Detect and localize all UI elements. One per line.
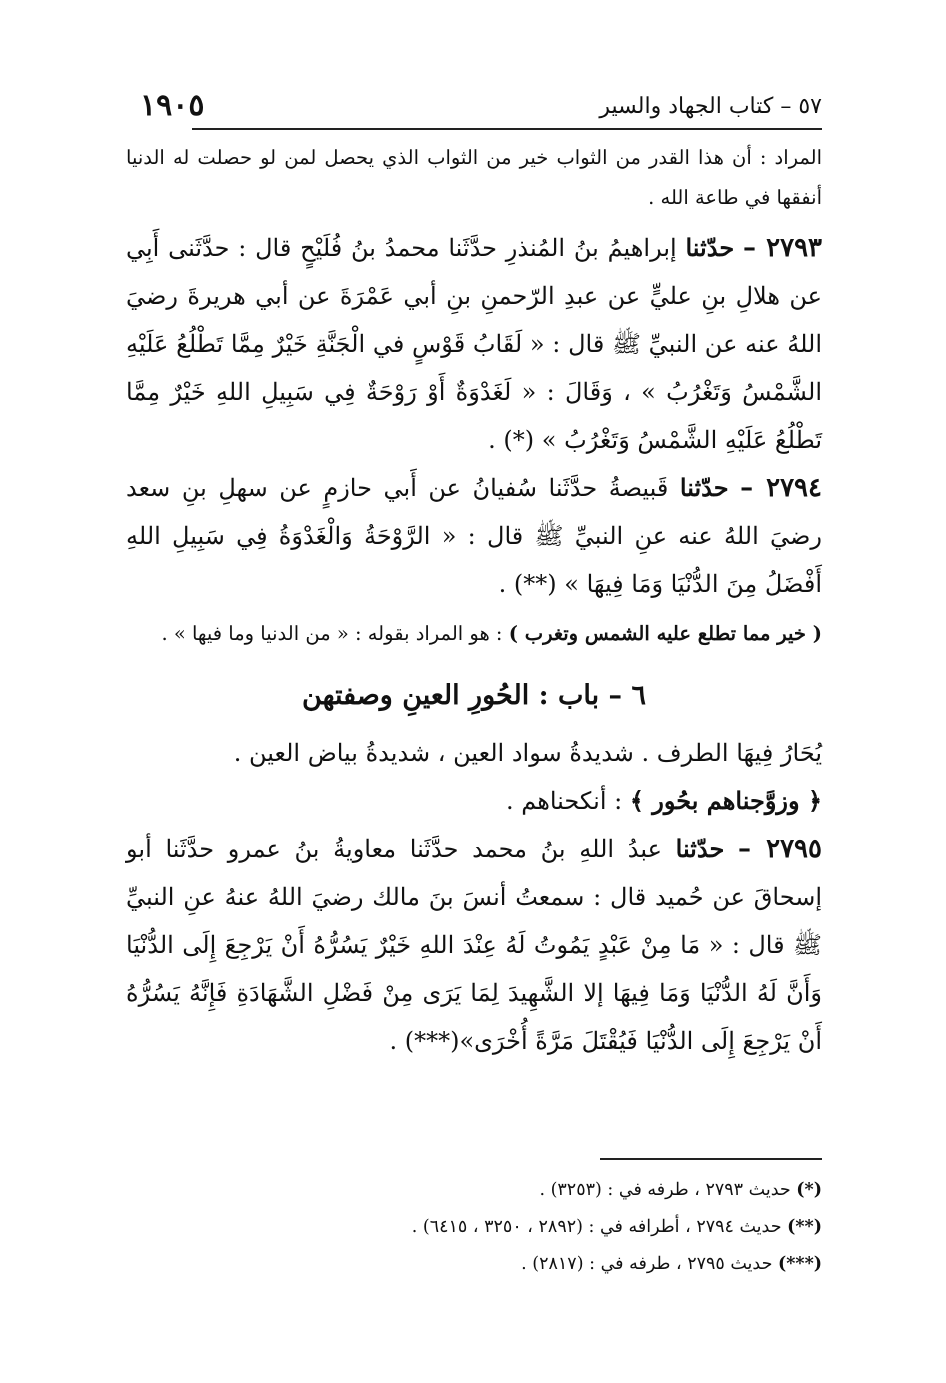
- footnote-text: حديث ٢٧٩٥ ، طرفه في : (٢٨١٧) .: [521, 1254, 778, 1274]
- footnote-rule: [600, 1158, 822, 1160]
- footnote-mark: (***): [777, 1254, 822, 1274]
- hadith-text: إبراهيمُ بنُ المُنذرِ حدَّثَنا محمدُ بنُ فُلَيْحٍ قال : حدَّثَنى أَبِي عن هلالِ بنِ عليٍّ عن عبدِ الرّحمنِ بنِ أبي عَمْرَةَ عن أبي هريرةَ رضيَ اللهُ عنه عن النبيِّ ﷺ قال : « لَقَابُ قَوْسٍ في الْجَنَّةِ خَيْرٌ مِمَّا تَطْلُعُ عَلَيْهِ الشَّمْسُ وَتَغْرُبُ » ، وَقَالَ : « لَغَدْوَةٌ أَوْ رَوْحَةٌ فِي سَبِيلِ اللهِ خَيْرٌ مِمَّا تَطْلُعُ عَلَيْهِ الشَّمْسُ وَتَغْرُبُ » (*) .: [126, 234, 823, 454]
- page-body: [126, 138, 822, 1065]
- hadith-number: ٢٧٩٥ –: [738, 834, 822, 864]
- chapter-title: ٦ – باب : الحُورِ العينِ وصفتهن: [302, 680, 646, 711]
- hadith-text: قَبيصةُ حدَّثَنا سُفيانُ عن أَبي حازمٍ عن سهلِ بنِ سعد رضيَ اللهُ عنه عنِ النبيِّ ﷺ قال : « الرَّوْحَةُ وَالْغَدْوَةُ فِي سَبِيلِ اللهِ أَفْضَلُ مِنَ الدُّنْيَا وَمَا فِيهَا » (**) .: [126, 474, 822, 598]
- footnote-text: حديث ٢٧٩٤ ، أطرافه في : (٢٨٩٢ ، ٣٢٥٠ ، ٦٤١٥) .: [411, 1217, 788, 1237]
- hadith-2795: [126, 825, 822, 1065]
- hadith-number: ٢٧٩٤ –: [740, 473, 822, 503]
- footnote: [126, 1246, 822, 1283]
- footnote: [126, 1172, 822, 1209]
- hadith-2794: [126, 464, 822, 608]
- chapter-gloss: [126, 729, 822, 825]
- hadith-text: عبدُ اللهِ بنُ محمد حدَّثَنا معاويةُ بنُ عمرو حدَّثَنا أبو إسحاقَ عن حُميد قال : سمعتُ أنسَ بنَ مالك رضيَ اللهُ عنهُ عنِ النبيِّ ﷺ قال : « مَا مِنْ عَبْدٍ يَمُوتُ لَهُ عِنْدَ اللهِ خَيْرٌ يَسُرُّهُ أَنْ يَرْجِعَ إِلَى الدُّنْيَا وَأَنَّ لَهُ الدُّنْيَا وَمَا فِيهَا إلا الشَّهِيدَ لِمَا يَرَى مِنْ فَضْلِ الشَّهَادَةِ فَإِنَّهُ يَسُرُّهُ أَنْ يَرْجِعَ إِلَى الدُّنْيَا فَيُقْتَلَ مَرَّةً أُخْرَى»(***) .: [126, 835, 823, 1055]
- hadith-2793: [126, 224, 822, 464]
- footnotes: [126, 1172, 822, 1283]
- header-rule: [192, 128, 822, 130]
- hadith-lead: حدّثنا: [675, 834, 725, 863]
- footnote-text: حديث ٢٧٩٣ ، طرفه في : (٣٢٥٣) .: [539, 1180, 797, 1200]
- hadith-number: ٢٧٩٣ –: [742, 233, 822, 263]
- intro-text: المراد : أن هذا القدر من الثواب خير من الثواب الذي يحصل لمن لو حصلت له الدنيا أنفقها في طاعة الله .: [126, 146, 822, 209]
- commentary-text: : هو المراد بقوله : « من الدنيا وما فيها » .: [161, 622, 509, 645]
- page-number: ١٩٠٥: [140, 88, 205, 123]
- commentary-heading: ( خير مما تطلع عليه الشمس وتغرب ): [508, 622, 822, 645]
- gloss-explanation: : أنكحناهم .: [505, 787, 630, 815]
- page-header: [130, 84, 822, 128]
- gloss-line: يُحَارُ فِيهَا الطرف . شديدةُ سواد العين ، شديدةُ بياض العين .: [233, 739, 822, 767]
- running-title: ٥٧ – كتاب الجهاد والسير: [599, 94, 822, 119]
- quran-verse: ﴿ وزوَّجناهم بحُور ﴾: [629, 786, 822, 815]
- intro-paragraph: [126, 138, 822, 218]
- commentary-paragraph: [126, 614, 822, 654]
- footnote-mark: (**): [787, 1217, 822, 1237]
- footnote-mark: (*): [796, 1180, 822, 1200]
- hadith-lead: حدّثنا: [685, 233, 735, 262]
- hadith-lead: حدّثنا: [679, 473, 729, 502]
- footnote: [126, 1209, 822, 1246]
